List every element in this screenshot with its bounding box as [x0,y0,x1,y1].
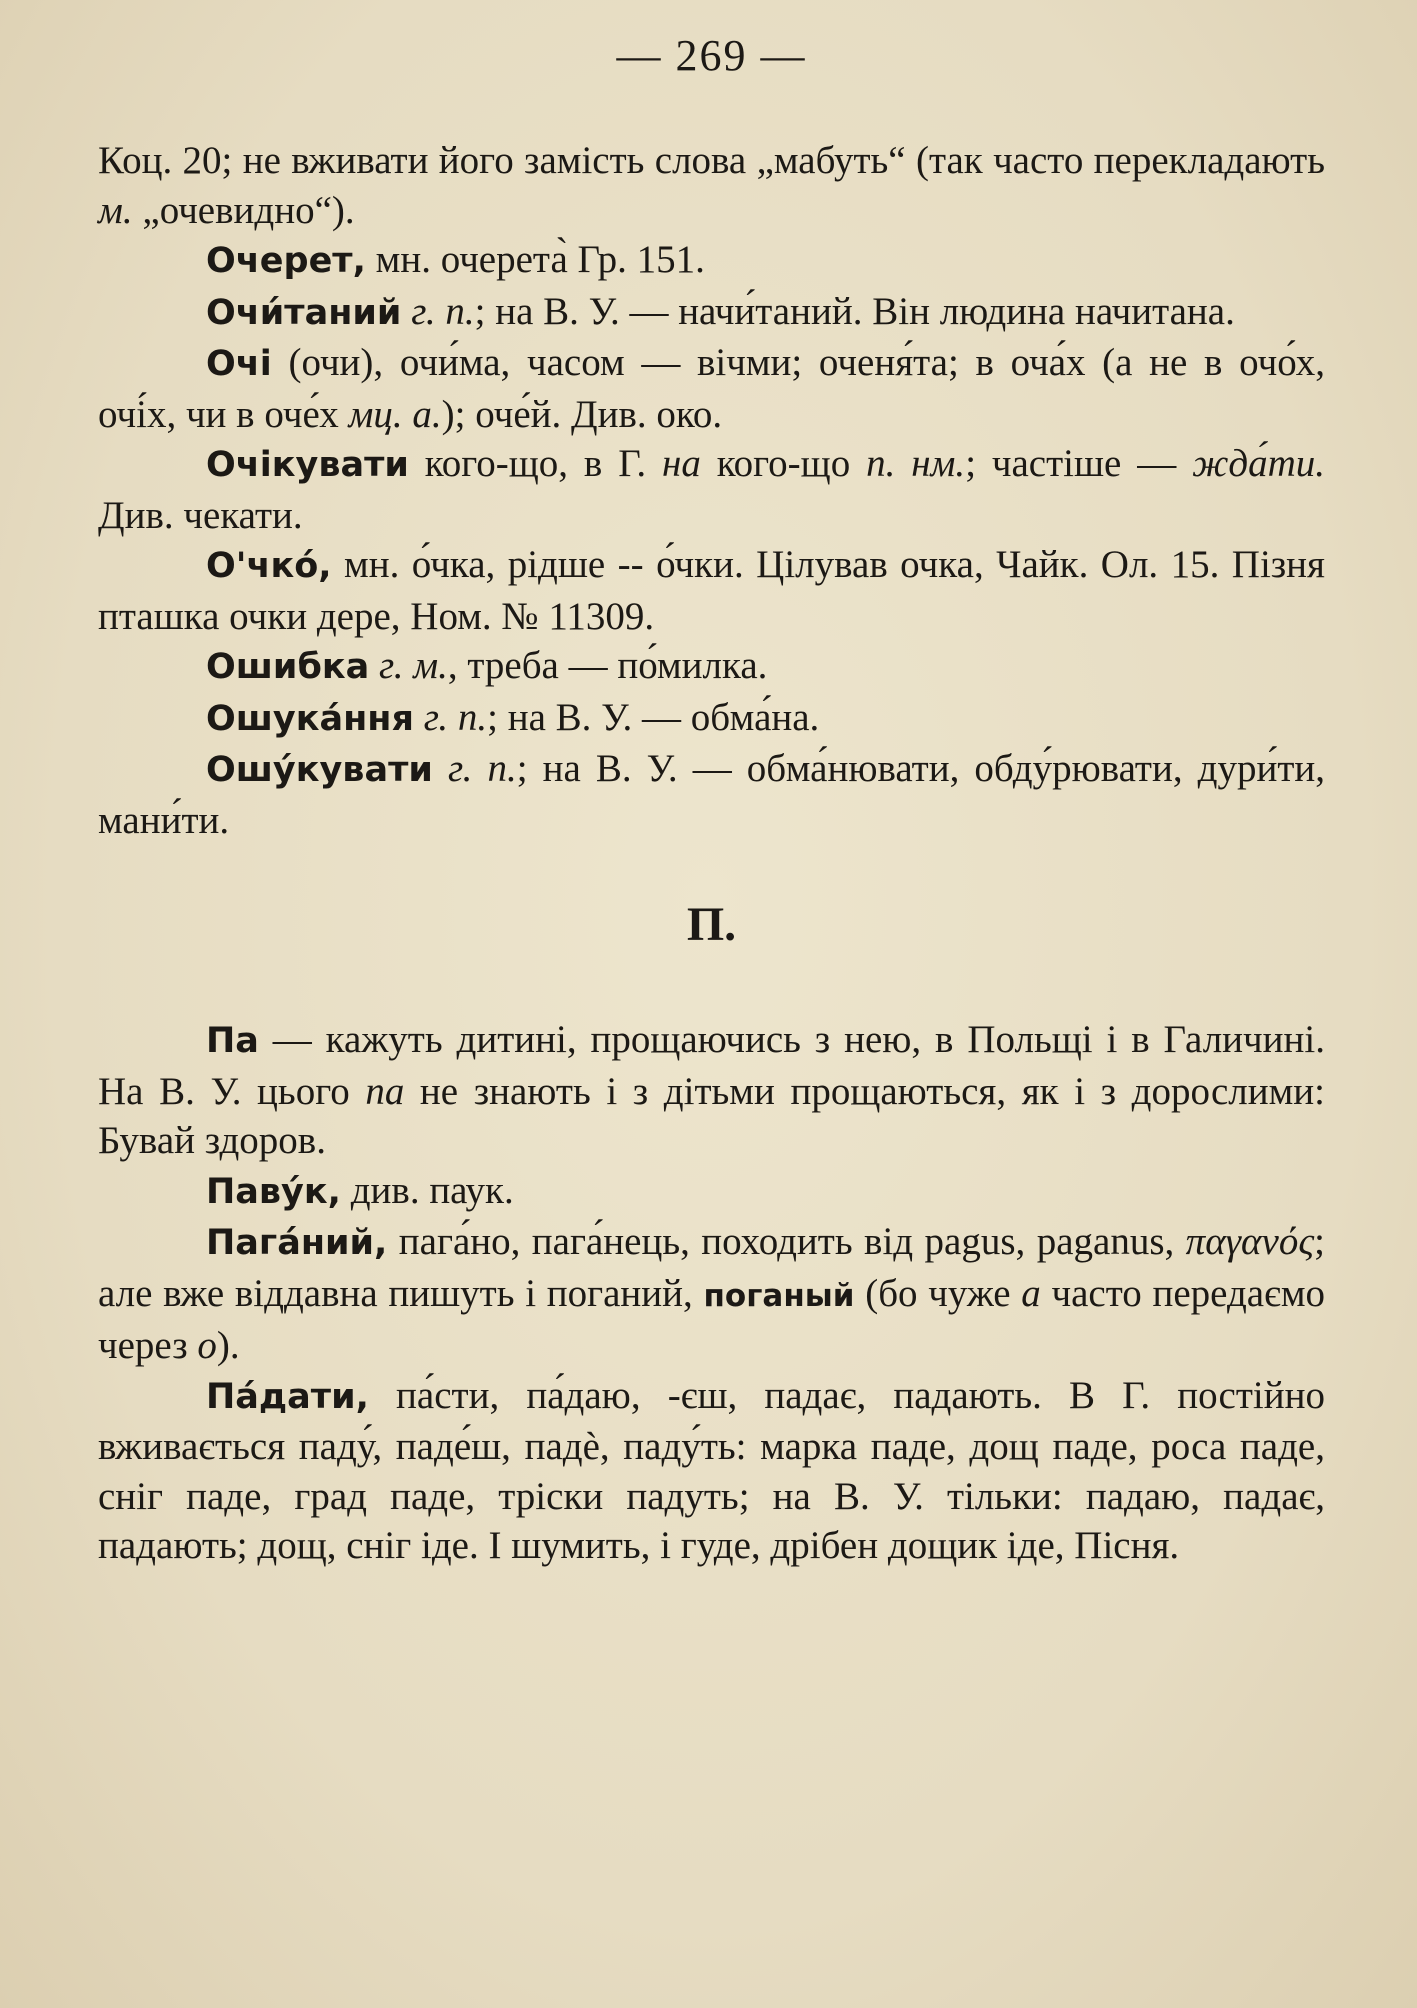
italic-term: п. нм. [866,442,966,485]
entry-text: не знають і з дітьми прощаються, як і з дорослими: Бувай здоров. [98,1069,1325,1162]
entry-text: ; на В. У. — начи́таний. Він людина начитана. [474,289,1235,333]
italic-term: г. п. [447,747,517,790]
italic-term: о [197,1324,217,1367]
entry-text: (бо чуже [854,1271,1022,1315]
entry-text [414,696,424,739]
italic-term: г. п. [423,695,488,739]
italic-term: жда́ти. [1192,442,1325,485]
dictionary-entry-ochi [98,338,1325,439]
section-letter: П. [686,898,737,951]
headword: Па [206,1021,259,1061]
italic-term: г. п. [411,289,475,333]
entry-text: — кажуть дитині, прощаючись з нею, в Польщі і в Галичині. На В. У. цього [98,1018,1325,1113]
headword: Па́дати, [206,1376,369,1417]
dictionary-entry-pavuk [98,1166,1325,1218]
italic-term: г. м. [379,644,448,687]
entry-text: кого-що, в Г. [408,442,662,485]
dictionary-entry-ochko [98,540,1325,641]
italic-term: мц. а. [348,392,442,436]
entry-text: мн. о́чка, рідше -- о́чки. Цілував очка, Чайк. Ол. 15. Пізня пташка очки дере, Ном. № 11309. [98,543,1325,638]
entry-text: ; на В. У. — обма́на. [487,695,820,739]
entries-block-p [98,1015,1325,1571]
dictionary-entry-ocheret [98,235,1325,287]
italic-term: παγανός [1185,1220,1315,1263]
dictionary-entry-padaty [98,1371,1325,1571]
entry-text: ); оче́й. Див. око. [441,392,723,436]
entry-text: ). [216,1324,240,1367]
entry-text: ; але вже віддавна пишуть і поганий, [98,1220,1325,1315]
dictionary-entry-ochytanyi [98,287,1325,339]
headword: Ошу́кувати [206,750,433,790]
entry-text [401,290,411,333]
entry-text: „очевидно“). [132,188,355,232]
dictionary-entry-oshukuvaty [98,744,1325,845]
entry-text [433,747,448,790]
entries-block-o [98,136,1325,845]
dictionary-entry-cont [98,136,1325,235]
entry-text: Коц. 20; не вживати його замість слова „мабуть“ (так часто перекладають [98,139,1325,182]
italic-term: а [1021,1271,1041,1315]
dictionary-entry-ochikuvaty [98,439,1325,540]
headword: Очерет, [206,241,366,281]
dictionary-entry-paganyi [98,1217,1325,1371]
dictionary-entry-pa [98,1015,1325,1166]
headword: Очи́таний [206,292,402,333]
headword: О'чко́, [206,546,332,586]
dictionary-entry-oshukannia [98,693,1325,745]
entry-text: Див. чекати. [98,493,303,537]
entry-text: , треба — по́милка. [447,644,768,687]
entry-text: (очи), очи́ма, часом — вічми; оченя́та; в оча́х (а не в очо́х, очі́х, чи в оче́х [98,341,1325,436]
bold-term: поганый [703,1277,855,1314]
entry-text: кого-що [700,442,867,485]
italic-term: м. [98,188,133,232]
entry-text: па́сти, па́даю, -єш, падає, падають. В Г. постійно вживається паду́, паде́ш, падѐ, паду́ть: марка паде, дощ паде, роса паде, сніг паде, град паде, тріски падуть; на В. У. тільки: падаю, падає, падають; дощ, сніг іде. І шумить, і гуде, дрібен дощик іде, Пісня. [98,1373,1325,1567]
entry-text: ; на В. У. — обма́нювати, обду́рювати, дури́ти, мани́ти. [98,747,1326,842]
headword: Пага́ний, [206,1223,388,1263]
headword: Очікувати [206,445,409,485]
entry-text: пага́но, пага́нець, походить від pagus, paganus, [387,1220,1186,1263]
headword: Ошука́ння [206,698,414,739]
dictionary-entry-oshybka [98,641,1325,693]
entry-text: часто передаємо через [98,1271,1326,1367]
headword: Паву́к, [206,1171,341,1212]
entry-text: мн. очерета̀ Гр. 151. [365,238,705,281]
italic-term: на [661,442,701,485]
headword: Очі [206,344,272,384]
entry-text: див. паук. [340,1168,514,1212]
headword: Ошибка [206,647,370,687]
italic-term: па [365,1069,405,1113]
entry-text [369,644,379,687]
page-number: — 269 — [616,31,807,80]
entry-text: ; частіше — [965,442,1193,485]
